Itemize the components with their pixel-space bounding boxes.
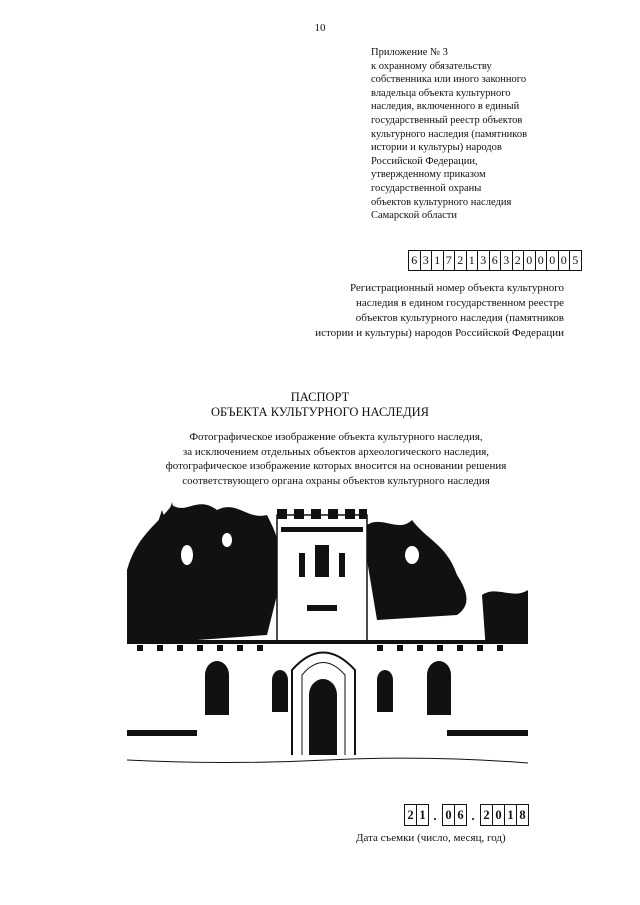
appendix-line: владельца объекта культурного xyxy=(371,87,511,99)
caption-line: объектов культурного наследия (памятников xyxy=(355,312,564,324)
registration-digit: 5 xyxy=(569,250,582,271)
caption-line: истории и культуры) народов Российской Федерации xyxy=(315,327,564,339)
appendix-line: культурного наследия (памятников xyxy=(371,128,528,140)
date-digit: 6 xyxy=(454,804,467,826)
subtitle-line: фотографическое изображение которых вносится на основании решения xyxy=(165,460,507,472)
appendix-line: государственный реестр объектов xyxy=(371,114,523,126)
building-photo xyxy=(127,495,528,787)
date-digit: 1 xyxy=(416,804,429,826)
appendix-line: Приложение № 3 xyxy=(371,47,448,58)
registration-digit: 7 xyxy=(443,250,456,271)
registration-digit: 1 xyxy=(431,250,444,271)
title-line: ПАСПОРТ xyxy=(290,390,350,404)
registration-digit: 1 xyxy=(466,250,479,271)
registration-digit: 3 xyxy=(477,250,490,271)
subtitle-line: соответствующего органа охраны объектов культурного наследия xyxy=(182,474,490,487)
date-digit: 2 xyxy=(404,804,417,826)
appendix-note xyxy=(371,46,611,223)
appendix-line: Российской Федерации, xyxy=(371,155,478,167)
passport-title xyxy=(0,390,640,420)
appendix-line: истории и культуры) народов xyxy=(371,142,502,154)
subtitle-line: за исключением отдельных объектов археологического наследия, xyxy=(182,445,490,458)
date-digit: 1 xyxy=(504,804,517,826)
date-separator: . xyxy=(433,808,437,823)
appendix-line: собственника или иного законного xyxy=(371,74,527,86)
date-separator: . xyxy=(471,808,475,823)
registration-number-caption xyxy=(244,281,564,341)
shooting-date-caption: Дата съемки (число, месяц, год) xyxy=(356,832,506,844)
appendix-line: утвержденному приказом xyxy=(371,169,486,181)
registration-number-boxes xyxy=(408,250,581,271)
page-number: 10 xyxy=(314,22,326,34)
registration-digit: 0 xyxy=(523,250,536,271)
shooting-date-boxes xyxy=(404,804,528,826)
caption-line: Регистрационный номер объекта культурного xyxy=(349,282,564,294)
registration-digit: 3 xyxy=(500,250,513,271)
registration-digit: 2 xyxy=(454,250,467,271)
photo-section-heading xyxy=(0,430,640,488)
registration-digit: 0 xyxy=(558,250,571,271)
appendix-line: государственной охраны xyxy=(371,182,482,194)
subtitle-line: Фотографическое изображение объекта культурного наследия, xyxy=(189,431,483,443)
appendix-line: Самарской области xyxy=(371,210,457,222)
registration-digit: 0 xyxy=(546,250,559,271)
registration-digit: 3 xyxy=(420,250,433,271)
registration-digit: 2 xyxy=(512,250,525,271)
registration-digit: 6 xyxy=(489,250,502,271)
title-line: ОБЪЕКТА КУЛЬТУРНОГО НАСЛЕДИЯ xyxy=(211,405,429,419)
date-digit: 0 xyxy=(442,804,455,826)
registration-digit: 6 xyxy=(408,250,421,271)
date-digit: 0 xyxy=(492,804,505,826)
appendix-line: наследия, включенного в единый xyxy=(371,101,520,113)
appendix-line: к охранному обязательству xyxy=(371,60,492,72)
date-digit: 8 xyxy=(516,804,529,826)
date-digit: 2 xyxy=(480,804,493,826)
appendix-line: объектов культурного наследия xyxy=(371,196,512,208)
registration-digit: 0 xyxy=(535,250,548,271)
caption-line: наследия в едином государственном реестре xyxy=(356,297,564,309)
